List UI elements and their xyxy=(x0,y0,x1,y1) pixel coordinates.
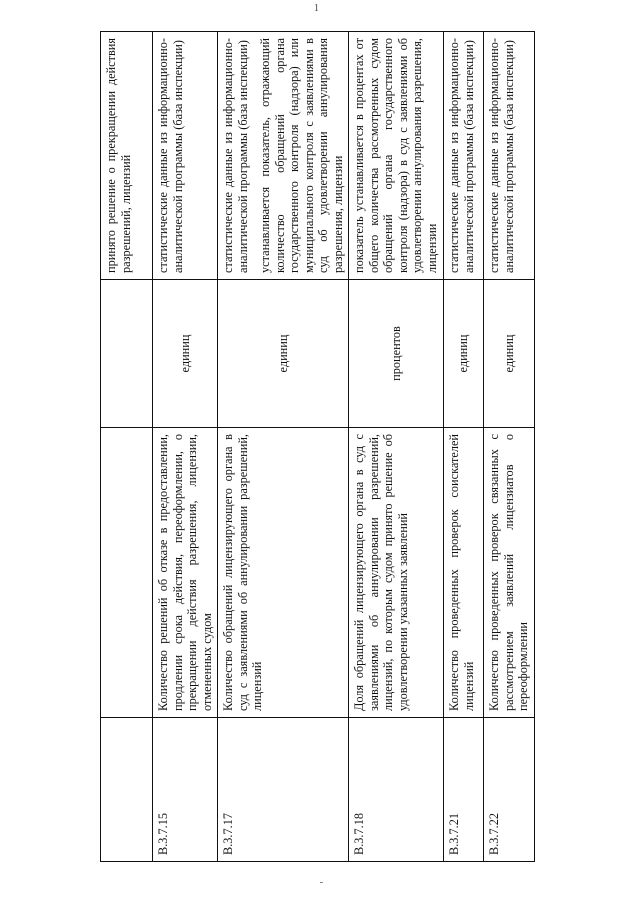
indicator-name-cell: Доля обращений лицензирующего органа в суд с заявлениями об аннулировании разрешений, лицензий, по которым судом принято решение об удовлетворении указанных заявлений xyxy=(349,428,444,718)
source-text: принято решение о прекращении действия разрешений, лицензий xyxy=(104,38,133,273)
table-row xyxy=(101,32,153,862)
indicator-code-cell: В.3.7.15 xyxy=(153,718,218,862)
source-cell xyxy=(101,32,153,280)
page-number: 1 xyxy=(314,3,319,14)
source-text: статистические данные из информационно-аналитической программы (база инспекции) xyxy=(487,38,516,273)
indicator-name-cell: Количество обращений лицензирующего органа в суд с заявлениями об аннулировании разрешений, лицензий xyxy=(218,428,349,718)
indicator-code-cell: В.3.7.17 xyxy=(218,718,349,862)
unit-cell xyxy=(101,280,153,428)
indicator-name-cell: Количество проведенных проверок связанных с рассмотрением заявлений лицензиатов о переоформлении xyxy=(484,428,535,718)
unit-cell: процентов xyxy=(349,280,444,428)
indicator-code-cell: В.3.7.22 xyxy=(484,718,535,862)
source-cell xyxy=(218,32,349,280)
source-cell xyxy=(484,32,535,280)
source-cell xyxy=(153,32,218,280)
scan-speck xyxy=(320,882,323,883)
unit-cell: единиц xyxy=(153,280,218,428)
table-row xyxy=(349,32,444,862)
source-cell xyxy=(444,32,484,280)
source-text: устанавливается показатель, отражающий количество обращений органа государственного контроля (надзора) или муниципального контроля с заявлениями в суд об удовлетворении аннулирования разрешения, лицензии xyxy=(258,38,345,273)
indicator-name-cell: Количество проведенных проверок соискателей лицензий xyxy=(444,428,484,718)
source-text: статистические данные из информационно-аналитической программы (база инспекции) xyxy=(447,38,476,273)
source-text: показатель устанавливается в процентах от общего количества рассмотренных судом обращений органа государственного контроля (надзора) в суд с заявлениями об удовлетворении аннулирования разрешения, лицензии xyxy=(352,38,439,273)
table-row xyxy=(444,32,484,862)
indicator-name-cell xyxy=(101,428,153,718)
unit-cell: единиц xyxy=(484,280,535,428)
table-row xyxy=(484,32,535,862)
unit-cell: единиц xyxy=(444,280,484,428)
table-row xyxy=(153,32,218,862)
table-row xyxy=(218,32,349,862)
indicator-code-cell xyxy=(101,718,153,862)
source-text: статистические данные из информационно-аналитической программы (база инспекции) xyxy=(221,38,250,273)
rotated-table-container xyxy=(100,32,530,862)
indicators-table xyxy=(100,31,535,862)
source-cell xyxy=(349,32,444,280)
indicator-code-cell: В.3.7.18 xyxy=(349,718,444,862)
unit-cell: единиц xyxy=(218,280,349,428)
indicator-code-cell: В.3.7.21 xyxy=(444,718,484,862)
indicator-name-cell: Количество решений об отказе в предоставлении, продлении срока действия, переоформлении, о прекращении действия разрешения, лицензии, отмененных судом xyxy=(153,428,218,718)
source-text: статистические данные из информационно-аналитической программы (база инспекции) xyxy=(156,38,185,273)
